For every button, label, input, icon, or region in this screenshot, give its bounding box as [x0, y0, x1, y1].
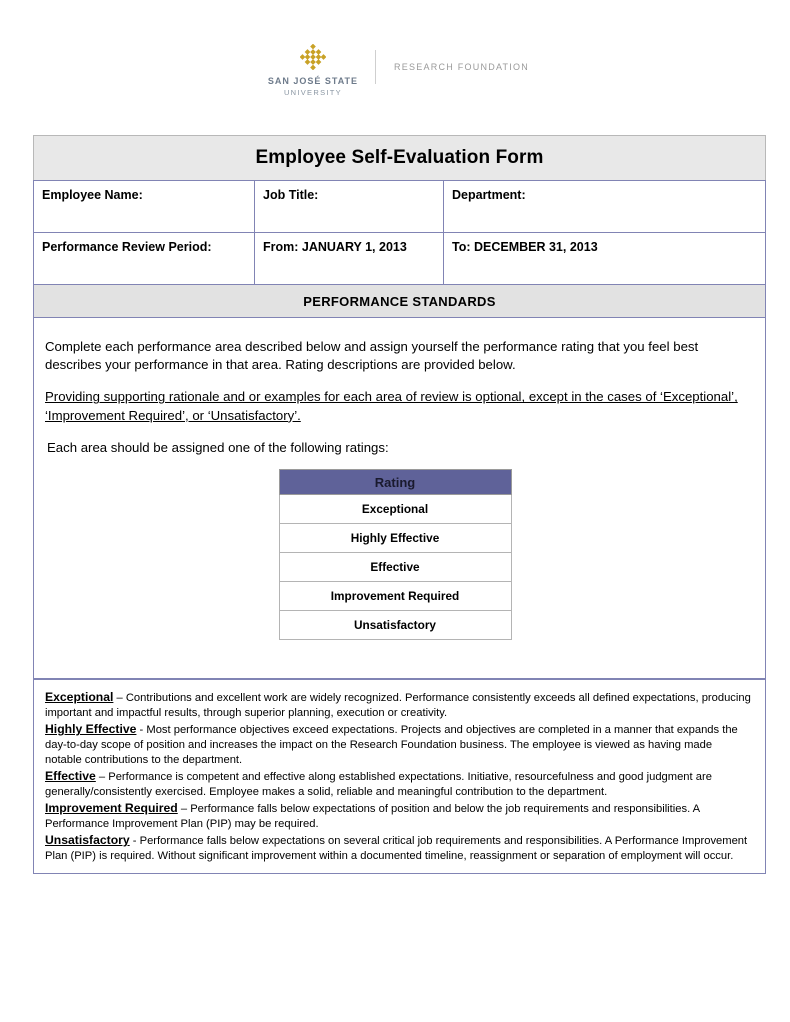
definition-term-highly-effective: Highly Effective — [45, 722, 137, 737]
table-row[interactable] — [279, 553, 511, 582]
page-title: Employee Self-Evaluation Form — [255, 147, 544, 168]
table-row[interactable] — [279, 495, 511, 524]
definition-body-unsatisfactory: - Performance falls below expectations on several critical job requirements and responsibilities. A Performance Improvement Plan (PIP) is required. Without significant improvement within a documented timeline, reassignment or separation of employment will occur. — [45, 835, 748, 863]
table-row — [34, 181, 766, 233]
definition-body-exceptional: – Contributions and excellent work are widely recognized. Performance consistently exceeds all defined expectations, producing important and impactful results, through superior planning, execution or creativity. — [45, 692, 751, 720]
definition-term-effective: Effective — [45, 769, 96, 784]
definition-body-improvement-required: – Performance falls below expectations of position and below the job requirements and responsibilities. A Performance Improvement Plan (PIP) may be required. — [45, 803, 700, 831]
instruction-paragraph-3: Each area should be assigned one of the following ratings: — [47, 439, 389, 455]
section-heading-text: PERFORMANCE STANDARDS — [303, 293, 496, 309]
definition-exceptional — [45, 689, 751, 721]
university-subtitle: UNIVERSITY — [283, 88, 342, 97]
instruction-paragraph-2: Providing supporting rationale and or examples for each area of review is optional, except in the cases of ‘Exceptional’, ‘Improvement Required’, or ‘Unsatisfactory’. — [45, 389, 738, 423]
evaluation-form-document — [33, 135, 766, 874]
job-title-label: Job Title: — [263, 188, 319, 202]
employee-name-cell[interactable] — [34, 181, 255, 233]
job-title-cell[interactable] — [255, 181, 444, 233]
performance-standards-heading — [33, 285, 766, 318]
instructions-section — [33, 318, 766, 679]
rating-scale-table — [279, 469, 512, 640]
logo-divider — [375, 50, 376, 84]
rating-column-header: Rating — [279, 470, 511, 495]
organization-logo-header — [0, 0, 790, 97]
logo-inner — [261, 44, 529, 97]
definition-improvement-required — [45, 800, 751, 832]
rating-option-highly-effective: Highly Effective — [279, 524, 511, 553]
review-from-cell[interactable] — [255, 233, 444, 285]
table-row — [34, 233, 766, 285]
employee-name-label: Employee Name: — [42, 188, 143, 202]
university-name: SAN JOSÉ STATE — [267, 76, 359, 86]
rating-definitions-section — [33, 679, 766, 874]
employee-info-table — [33, 180, 766, 285]
rating-option-effective: Effective — [279, 553, 511, 582]
review-period-label: Performance Review Period: — [42, 240, 212, 254]
form-title-banner — [33, 135, 766, 180]
rating-option-exceptional: Exceptional — [279, 495, 511, 524]
review-to-cell[interactable] — [444, 233, 766, 285]
division-name: RESEARCH FOUNDATION — [393, 61, 530, 72]
definition-term-improvement-required: Improvement Required — [45, 801, 178, 816]
sjsu-logo-block — [261, 44, 365, 97]
rating-table-header-row — [279, 470, 511, 495]
rating-table-body — [279, 495, 511, 640]
definition-term-unsatisfactory: Unsatisfactory — [45, 833, 130, 848]
department-label: Department: — [452, 188, 526, 202]
definition-effective — [45, 768, 751, 800]
definition-unsatisfactory — [45, 832, 751, 864]
sjsu-diamond-lattice-icon — [300, 44, 326, 70]
rating-option-unsatisfactory: Unsatisfactory — [279, 611, 511, 640]
table-row[interactable] — [279, 524, 511, 553]
review-from-value: From: JANUARY 1, 2013 — [263, 240, 407, 254]
definition-highly-effective — [45, 721, 751, 768]
review-period-cell[interactable] — [34, 233, 255, 285]
table-row[interactable] — [279, 582, 511, 611]
definition-body-effective: – Performance is competent and effective along established expectations. Initiative, resourcefulness and good judgment are generally/consistently exercised. Employee makes a solid, reliable and meaningful contribution to the department. — [45, 771, 712, 799]
department-cell[interactable] — [444, 181, 766, 233]
review-to-value: To: DECEMBER 31, 2013 — [452, 240, 598, 254]
definition-term-exceptional: Exceptional — [45, 690, 114, 705]
rating-option-improvement-required: Improvement Required — [279, 582, 511, 611]
rating-table-container — [45, 469, 745, 640]
definition-body-highly-effective: - Most performance objectives exceed expectations. Projects and objectives are completed in a manner that expands the day-to-day scope of position and increases the impact on the Research Foundation business. The employee is viewed as having made notable contributions to the department. — [45, 724, 738, 767]
instruction-paragraph-1: Complete each performance area described below and assign yourself the performance rating that you feel best describes your performance in that area. Rating descriptions are provided below. — [45, 339, 699, 373]
table-row[interactable] — [279, 611, 511, 640]
